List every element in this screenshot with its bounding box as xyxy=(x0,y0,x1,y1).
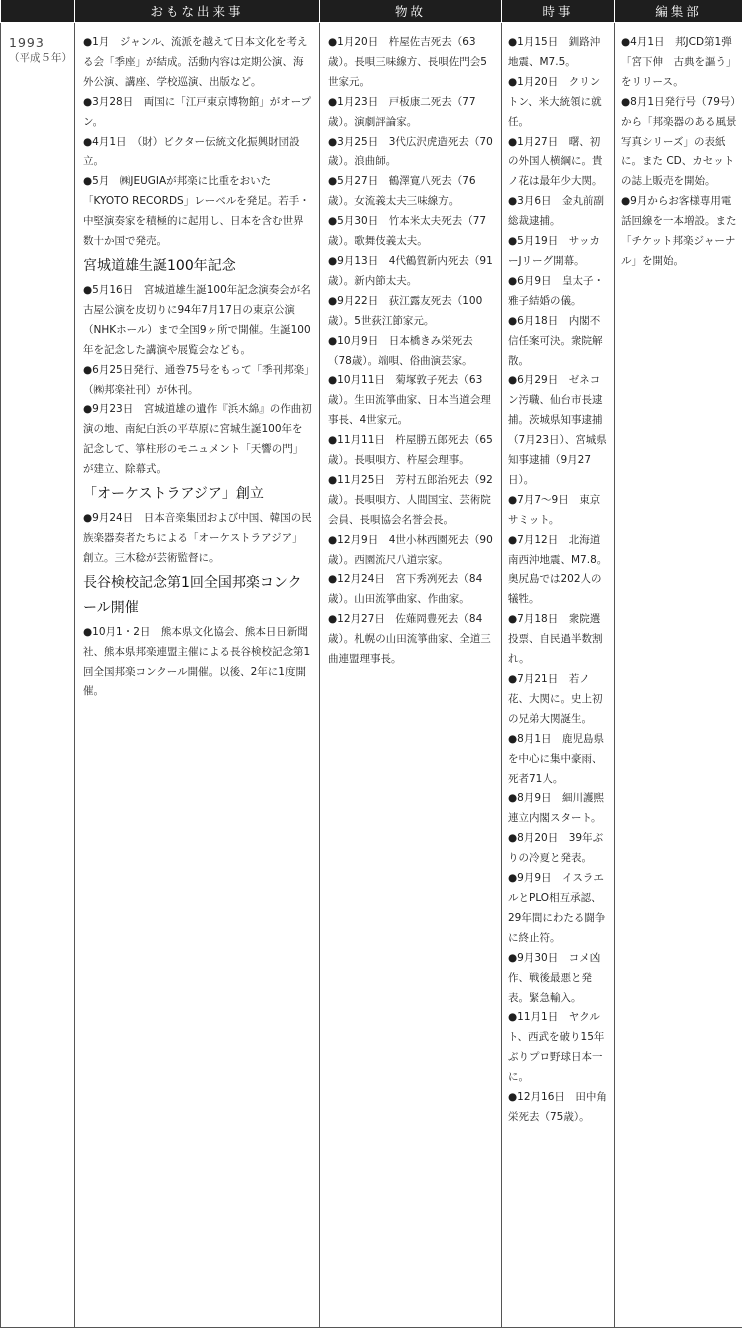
obituary-entry: ● 9月13日 4代鶴賀新内死去（91歳）。新内節太夫。 xyxy=(328,252,495,292)
obituary-entry: ● 5月27日 鶴澤寛八死去（76歳）。女流義太夫三味線方。 xyxy=(328,172,495,212)
event-entry: ● 1月 ジャンル、流派を越えて日本文化を考える会「季座」が結成。活動内容は定期公演、海外公演、講座、学校巡演、出版など。 xyxy=(83,33,313,93)
obituary-entry: ● 11月11日 杵屋勝五郎死去（65歳）。長唄唄方、杵屋会理事。 xyxy=(328,431,495,471)
current-affairs-entry: ● 11月1日 ヤクルト、西武を破り15年ぶりプロ野球日本一に。 xyxy=(508,1008,610,1088)
current-affairs-entry: ● 9月9日 イスラエルとPLO相互承認、29年間にわたる闘争に終止符。 xyxy=(508,869,610,949)
current-affairs-entry: ● 1月27日 曙、初の外国人横綱に。貴ノ花は最年少大関。 xyxy=(508,133,610,193)
current-affairs-entry: ● 7月21日 若ノ花、大関に。史上初の兄弟大関誕生。 xyxy=(508,670,610,730)
obituary-entry: ● 10月9日 日本橋きみ栄死去（78歳）。端唄、俗曲演芸家。 xyxy=(328,332,495,372)
editorial-entry: ● 9月からお客様専用電話回線を一本増設。また「チケット邦楽ジャーナル」を開始。 xyxy=(621,192,738,272)
current-affairs-entry: ● 8月9日 細川護熙連立内閣スタート。 xyxy=(508,789,610,829)
obituaries-column xyxy=(320,23,502,1328)
obituary-entry: ● 12月24日 宮下秀冽死去（84歳）。山田流箏曲家、作曲家。 xyxy=(328,570,495,610)
current-affairs-entry: ● 8月20日 39年ぶりの冷夏と発表。 xyxy=(508,829,610,869)
era-label: （平成５年） xyxy=(9,52,72,64)
current-affairs-entry: ● 12月16日 田中角栄死去（75歳）。 xyxy=(508,1088,610,1128)
current-affairs-entry: ● 6月18日 内閣不信任案可決。衆院解散。 xyxy=(508,312,610,372)
event-entry: ● 5月16日 宮城道雄生誕100年記念演奏会が名古屋公演を皮切りに94年7月17日の東京公演（NHKホール）まで全国9ヶ所で開催。生誕100年を記念した講演や展覧会なども。 xyxy=(83,281,313,361)
obituary-entry: ● 12月9日 4世小林西園死去（90歳）。西園流尺八道宗家。 xyxy=(328,531,495,571)
current-affairs-entry: ● 1月20日 クリントン、米大統領に就任。 xyxy=(508,73,610,133)
event-entry: ● 3月28日 両国に「江戸東京博物館」がオープン。 xyxy=(83,93,313,133)
editorial-entry: ● 4月1日 邦JCD第1弾「宮下伸 古典を謳う」をリリース。 xyxy=(621,33,738,93)
header-events: おもな出来事 xyxy=(75,0,320,23)
current-affairs-entry: ● 1月15日 釧路沖地震、M7.5。 xyxy=(508,33,610,73)
event-heading: 「オーケストラアジア」創立 xyxy=(83,486,264,503)
year-cell xyxy=(1,23,75,1328)
current-affairs-entry: ● 8月1日 鹿児島県を中心に集中豪雨、死者71人。 xyxy=(508,730,610,790)
current-affairs-entry: ● 9月30日 コメ凶作、戦後最悪と発表。緊急輸入。 xyxy=(508,949,610,1009)
event-entry: ● 10月1・2日 熊本県文化協会、熊本日日新聞社、熊本県邦楽連盟主催による長谷検校記念第1回全国邦楽コンクール開催。以後、2年に1度開催。 xyxy=(83,623,313,703)
event-entry: ● 5月 ㈱JEUGIAが邦楽に比重をおいた「KYOTO RECORDS」レーベルを発足。若手・中堅演奏家を積極的に起用し、日本を含む世界数十か国で発売。 xyxy=(83,172,313,252)
events-column xyxy=(75,23,320,1328)
current-affairs-entry: ● 3月6日 金丸前副総裁逮捕。 xyxy=(508,192,610,232)
current-affairs-entry: ● 7月18日 衆院選投票、自民過半数割れ。 xyxy=(508,610,610,670)
event-entry: ● 4月1日 （財）ビクター伝統文化振興財団設立。 xyxy=(83,133,313,173)
current-affairs-entry: ● 7月7～9日 東京サミット。 xyxy=(508,491,610,531)
obituary-entry: ● 1月20日 杵屋佐吉死去（63歳）。長唄三味線方、長唄佐門会5世家元。 xyxy=(328,33,495,93)
header-blank xyxy=(1,0,75,23)
event-heading: 宮城道雄生誕100年記念 xyxy=(83,257,236,274)
header-current-affairs: 時事 xyxy=(502,0,615,23)
event-entry: ● 9月23日 宮城道雄の遺作『浜木綿』の作曲初演の地、南紀白浜の平草原に宮城生誕100年を記念して、箏柱形のモニュメント「天響の門」が建立、除幕式。 xyxy=(83,400,313,480)
current-affairs-entry: ● 6月29日 ゼネコン汚職、仙台市長逮捕。茨城県知事逮捕（7月23日）、宮城県知事逮捕（9月27日）。 xyxy=(508,371,610,490)
obituary-entry: ● 5月30日 竹本米太夫死去（77歳）。歌舞伎義太夫。 xyxy=(328,212,495,252)
editorial-entry: ● 8月1日発行号（79号）から「邦楽器のある風景写真シリーズ」の表紙に。また CD、カセットの誌上販売を開始。 xyxy=(621,93,738,193)
year-label: 1993 xyxy=(9,35,45,50)
table-header xyxy=(1,0,742,23)
current-affairs-entry: ● 6月9日 皇太子・雅子結婚の儀。 xyxy=(508,272,610,312)
obituary-entry: ● 12月27日 佐薙岡豊死去（84歳）。札幌の山田流箏曲家、全道三曲連盟理事長。 xyxy=(328,610,495,670)
event-heading: 長谷検校記念第1回全国邦楽コンクール開催 xyxy=(83,574,302,616)
obituary-entry: ● 9月22日 荻江露友死去（100歳）。5世荻江節家元。 xyxy=(328,292,495,332)
header-obituaries: 物故 xyxy=(320,0,502,23)
obituary-entry: ● 10月11日 菊塚敦子死去（63歳）。生田流箏曲家、日本当道会理事長、4世家元。 xyxy=(328,371,495,431)
current-affairs-column xyxy=(502,23,615,1328)
editorial-column xyxy=(615,23,742,1328)
obituary-entry: ● 3月25日 3代広沢虎造死去（70歳）。浪曲師。 xyxy=(328,133,495,173)
current-affairs-entry: ● 5月19日 サッカーJリーグ開幕。 xyxy=(508,232,610,272)
current-affairs-entry: ● 7月12日 北海道南西沖地震、M7.8。奥尻島では202人の犠牲。 xyxy=(508,531,610,611)
event-entry: ● 6月25日発行、通巻75号をもって「季刊邦楽」（㈱邦楽社刊）が休刊。 xyxy=(83,361,313,401)
obituary-entry: ● 1月23日 戸板康二死去（77歳）。演劇評論家。 xyxy=(328,93,495,133)
obituary-entry: ● 11月25日 芳村五郎治死去（92歳）。長唄唄方、人間国宝、芸術院会員、長唄協会名誉会長。 xyxy=(328,471,495,531)
header-editorial: 編集部 xyxy=(615,0,742,23)
event-entry: ● 9月24日 日本音楽集団および中国、韓国の民族楽器奏者たちによる「オーケストラアジア」創立。三木稔が芸術監督に。 xyxy=(83,509,313,569)
